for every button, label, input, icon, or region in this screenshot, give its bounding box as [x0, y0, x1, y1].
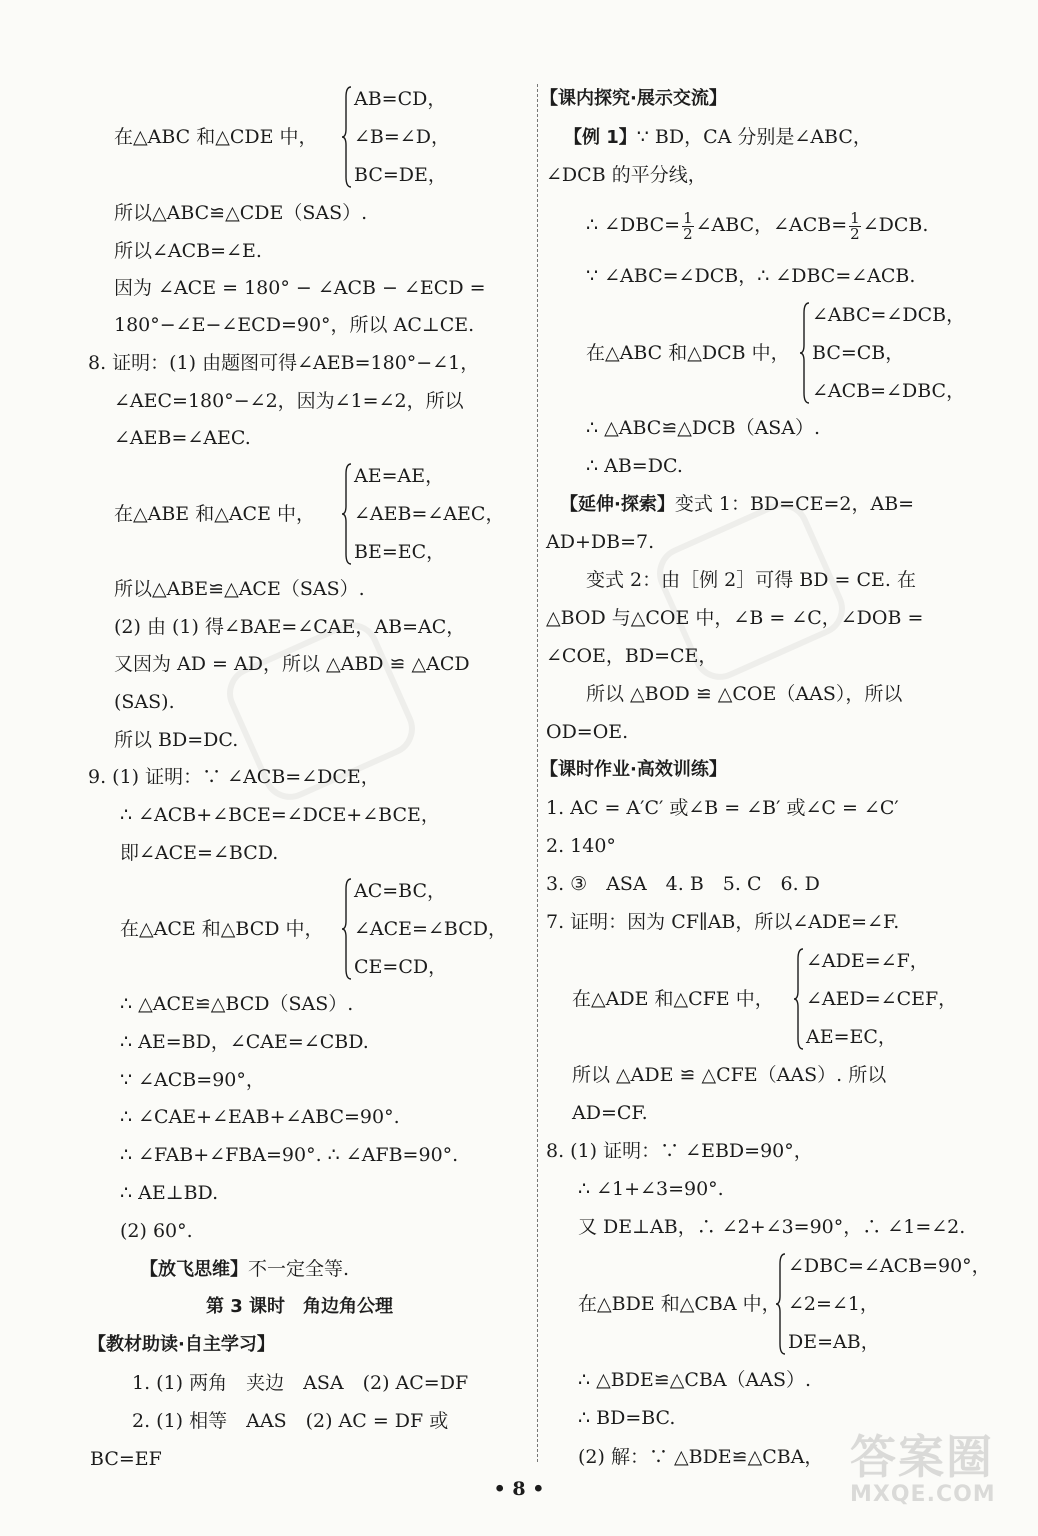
fraction: [682, 208, 694, 243]
watermark-stamp: [850, 1432, 1030, 1522]
text-line: 8. 证明：(1) 由题图可得∠AEB=180°−∠1，: [88, 352, 480, 374]
text-line: ∠COE，BD=CE，: [546, 645, 718, 667]
brace-icon: [342, 462, 352, 566]
text-line: ∴ AE⊥BD.: [120, 1182, 219, 1204]
text-line: ∴ ∠ACB+∠BCE=∠DCE+∠BCE，: [120, 804, 440, 826]
text-line: △BOD 与△COE 中，∠B = ∠C，∠DOB =: [546, 607, 924, 629]
left-column: [88, 80, 528, 1470]
watermark-title: 答案圈: [850, 1430, 994, 1484]
text-line: ∴ AE=BD，∠CAE=∠CBD.: [120, 1031, 369, 1053]
text-line: 即∠ACE=∠BCD.: [120, 842, 279, 864]
text-line: ∠AEC=180°−∠2，因为∠1=∠2，所以: [114, 390, 464, 412]
text-line: [564, 118, 872, 156]
answer-text: 不一定全等.: [248, 1258, 350, 1280]
text-line: ∴ △BDE≌△CBA（AAS）.: [578, 1369, 812, 1391]
text-line: 2. 140°: [546, 835, 616, 857]
system-row: ∠DBC=∠ACB=90°，: [788, 1255, 991, 1277]
text-line: 又因为 AD = AD，所以 △ABD ≌ △ACD: [114, 653, 470, 675]
text-line: (2) 解：∵ △BDE≌△CBA，: [578, 1446, 824, 1468]
section-heading: 【延伸·探索】: [560, 494, 675, 515]
right-column: [540, 80, 991, 1468]
text-line: 所以△ABE≌△ACE（SAS）.: [114, 578, 365, 600]
text-line: 1. (1) 两角 夹边 ASA (2) AC=DF: [132, 1372, 469, 1394]
system-row: BE=EC，: [354, 541, 446, 563]
fraction-numerator: 1: [850, 208, 860, 227]
text-line: 7. 证明：因为 CF∥AB，所以∠ADE=∠F.: [546, 911, 900, 933]
system-label: 在△ABE 和△ACE 中，: [114, 503, 315, 525]
text-line: 8. (1) 证明：∵ ∠EBD=90°，: [546, 1140, 813, 1162]
system-row: BC=CB，: [812, 342, 905, 364]
text-line: ∴ △ABC≌△DCB（ASA）.: [586, 417, 821, 439]
text-line: 9. (1) 证明：∵ ∠ACB=∠DCE，: [88, 766, 380, 788]
system-row: DE=AB，: [788, 1331, 880, 1353]
system-row: ∠2=∠1，: [788, 1293, 879, 1315]
lesson-title: 第 3 课时 角边角公理: [206, 1296, 394, 1317]
text-line: ∴ ∠1+∠3=90°.: [578, 1178, 724, 1200]
section-heading: 【教材助读·自主学习】: [88, 1334, 275, 1355]
text-line: [586, 206, 928, 244]
section-heading: 【课内探究·展示交流】: [540, 88, 727, 109]
system-row: ∠ACB=∠DBC，: [812, 380, 966, 402]
system-label: 在△BDE 和△CBA 中，: [578, 1293, 781, 1315]
text-line: ∴ AB=DC.: [586, 455, 683, 477]
text-line: [560, 485, 914, 523]
text-line: OD=OE.: [546, 721, 629, 743]
text-line: ∵ ∠ACB=90°，: [120, 1069, 265, 1091]
system-row: ∠ACE=∠BCD，: [354, 918, 507, 940]
system-row: AE=EC，: [806, 1026, 897, 1048]
text-line: AD+DB=7.: [546, 531, 655, 553]
text-line: 变式 2：由［例 2］可得 BD = CE. 在: [586, 569, 916, 591]
text-line: ∴ BD=BC.: [578, 1407, 676, 1429]
system-row: ∠B=∠D，: [354, 126, 450, 148]
text-line: 3. ③ ASA 4. B 5. C 6. D: [546, 873, 820, 895]
brace-icon: [794, 947, 804, 1051]
fraction: [849, 208, 861, 243]
fraction-denominator: 2: [683, 224, 693, 243]
text-line: ∴ △ACE≌△BCD（SAS）.: [120, 993, 354, 1015]
text-line: (2) 60°.: [120, 1220, 193, 1242]
text-line: 2. (1) 相等 AAS (2) AC = DF 或: [132, 1410, 449, 1432]
text-line: 因为 ∠ACE = 180° − ∠ACB − ∠ECD =: [114, 277, 486, 299]
text-segment: ∠DCB.: [862, 214, 929, 236]
text-line: AD=CF.: [572, 1102, 648, 1124]
brace-icon: [342, 85, 352, 189]
text-line: [140, 1250, 349, 1288]
text-line: 所以 BD=DC.: [114, 729, 239, 751]
text-segment: ∴ ∠DBC=: [586, 214, 681, 236]
system-row: ∠AED=∠CEF，: [806, 988, 958, 1010]
system-label: 在△ADE 和△CFE 中，: [572, 988, 774, 1010]
brace-icon: [800, 301, 810, 405]
system-label: 在△ABC 和△DCB 中，: [586, 342, 790, 364]
system-label: 在△ABC 和△CDE 中，: [114, 126, 318, 148]
text-segment: ∵ BD，CA 分别是∠ABC，: [636, 126, 872, 148]
text-line: ∠AEB=∠AEC.: [114, 427, 251, 449]
fraction-denominator: 2: [850, 224, 860, 243]
text-line: 又 DE⊥AB，∴ ∠2+∠3=90°，∴ ∠1=∠2.: [578, 1216, 966, 1238]
text-line: 所以 △ADE ≌ △CFE（AAS）. 所以: [572, 1064, 887, 1086]
text-segment: 变式 1：BD=CE=2，AB=: [674, 493, 915, 515]
system-row: AC=BC，: [354, 880, 447, 902]
text-line: 所以∠ACB=∠E.: [114, 240, 262, 262]
section-heading: 【放飞思维】: [140, 1259, 248, 1280]
text-line: 所以△ABC≌△CDE（SAS）.: [114, 202, 368, 224]
column-divider: [537, 84, 538, 1462]
text-line: ∠DCB 的平分线，: [546, 164, 707, 186]
text-line: 180°−∠E−∠ECD=90°，所以 AC⊥CE.: [114, 314, 475, 336]
section-heading: 【课时作业·高效训练】: [540, 759, 727, 780]
system-row: ∠ADE=∠F，: [806, 950, 929, 972]
text-line: ∴ ∠FAB+∠FBA=90°. ∴ ∠AFB=90°.: [120, 1144, 459, 1166]
fraction-numerator: 1: [683, 208, 693, 227]
system-row: ∠ABC=∠DCB，: [812, 304, 966, 326]
page-number: • 8 •: [493, 1478, 545, 1500]
system-row: CE=CD，: [354, 956, 448, 978]
text-line: 1. AC = A′C′ 或∠B = ∠B′ 或∠C = ∠C′: [546, 797, 899, 819]
text-line: BC=EF: [90, 1448, 162, 1470]
system-row: BC=DE，: [354, 164, 447, 186]
text-line: ∴ ∠CAE+∠EAB+∠ABC=90°.: [120, 1106, 400, 1128]
text-segment: ∠ABC，∠ACB=: [695, 214, 848, 236]
system-row: ∠AEB=∠AEC，: [354, 503, 505, 525]
text-line: (2) 由 (1) 得∠BAE=∠CAE，AB=AC，: [114, 616, 466, 638]
example-label: 【例 1】: [564, 127, 637, 148]
brace-icon: [776, 1252, 786, 1356]
brace-icon: [342, 877, 352, 981]
text-line: (SAS).: [114, 691, 175, 713]
system-row: AE=AE，: [354, 465, 445, 487]
text-line: ∵ ∠ABC=∠DCB，∴ ∠DBC=∠ACB.: [586, 265, 916, 287]
text-line: 所以 △BOD ≌ △COE（AAS），所以: [586, 683, 903, 705]
system-label: 在△ACE 和△BCD 中，: [120, 918, 324, 940]
watermark-url: MXQE.COM: [850, 1482, 996, 1507]
system-row: AB=CD，: [354, 88, 447, 110]
